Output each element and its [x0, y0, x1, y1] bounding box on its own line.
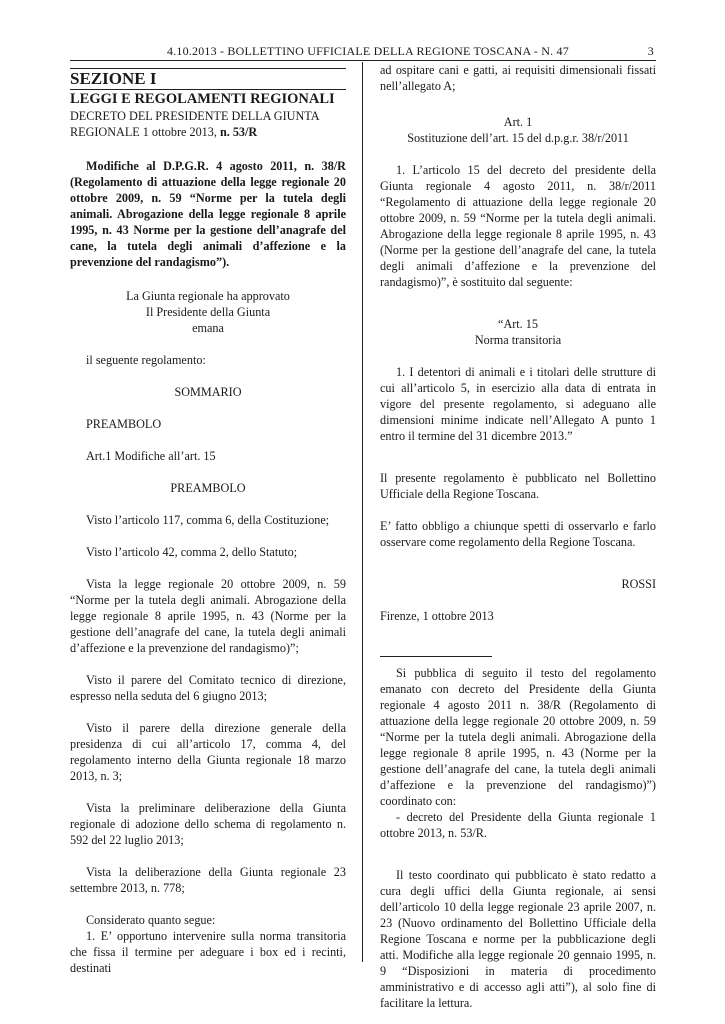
- page-number: 3: [647, 44, 654, 58]
- visto-4: Visto il parere del Comitato tecnico di direzione, espresso nella seduta del 6 giugno 2013;: [70, 673, 346, 703]
- visto-3: Vista la legge regionale 20 ottobre 2009, n. 59 “Norme per la tutela degli animali. Abrogazione della legge regionale 8 aprile 1995, n. 43 (Norme per la gestione dell’anagrafe del cane, la tutela degli animali d’affezione e la prevenzione del randagismo)”;: [70, 577, 346, 655]
- toc-article-1: Art.1 Modifiche all’art. 15: [86, 449, 216, 463]
- approval-line-2: Il Presidente della Giunta: [145, 305, 271, 319]
- sommario-heading: SOMMARIO: [174, 385, 242, 399]
- visto-7: Vista la deliberazione della Giunta regionale 23 settembre 2013, n. 778;: [70, 865, 346, 895]
- column-divider: [362, 62, 363, 962]
- left-column: [70, 68, 346, 976]
- signature: ROSSI: [621, 577, 656, 591]
- approval-line-3: emana: [192, 321, 224, 335]
- article-text: 1. L’articolo 15 del decreto del presidente della Giunta regionale 4 agosto 2011, n. 38/r/2011 “Regolamento di attuazione della legge regionale 20 ottobre 2009, n. 59 “Norme per la tutela degli animali. Abrogazione della legge regionale 8 aprile 1995, n. 43 (Norme per la gestione dell’anagrafe del cane, la tutela degli animali d’affezione e la prevenzione del randagismo)”, è sostituito dal seguente:: [380, 163, 656, 289]
- decree-number: n. 53/R: [219, 125, 258, 139]
- approval-line-1: La Giunta regionale ha approvato: [126, 289, 290, 303]
- visto-2: Visto l’articolo 42, comma 2, dello Statuto;: [86, 545, 298, 559]
- obligation-text: E’ fatto obbligo a chiunque spetti di osservarlo e farlo osservare come regolamento della Regione Toscana.: [380, 519, 656, 549]
- visto-6: Vista la preliminare deliberazione della Giunta regionale di adozione dello schema di regolamento n. 592 del 22 luglio 2013;: [70, 801, 346, 847]
- decree-heading: [70, 108, 346, 140]
- visto-5: Visto il parere della direzione generale della presidenza di cui all’articolo 17, comma 4, del regolamento interno della Giunta regionale 18 marzo 2013, n. 3;: [70, 721, 346, 783]
- header-title: 4.10.2013 - BOLLETTINO UFFICIALE DELLA REGIONE TOSCANA - N. 47: [167, 44, 569, 58]
- continuation-text: ad ospitare cani e gatti, ai requisiti dimensionali fissati nell’allegato A;: [380, 63, 656, 93]
- visto-1: Visto l’articolo 117, comma 6, della Costituzione;: [86, 513, 330, 527]
- note-3: Il testo coordinato qui pubblicato è stato redatto a cura degli uffici della Giunta regionale, ai sensi dell’articolo 10 della legge regionale 23 aprile 2007, n. 23 (Nuovo ordinamento del Bollettino Ufficiale della Regione Toscana e norme per la pubblicazione degli atti. Modifiche alla legge regionale 20 gennaio 1995, n. 9 “Disposizioni in materia di procedimento amministrativo e di accesso agli atti”), al solo fine di facilitare la lettura.: [380, 868, 656, 1010]
- right-column: [380, 62, 656, 1011]
- toc-preambolo: PREAMBOLO: [86, 417, 162, 431]
- publication-text: Il presente regolamento è pubblicato nel Bollettino Ufficiale della Regione Toscana.: [380, 471, 656, 501]
- considerato: Considerato quanto segue:: [86, 913, 216, 927]
- point-1: 1. E’ opportuno intervenire sulla norma transitoria che fissa il termine per adeguare i box ed i recinti, destinati: [70, 929, 346, 975]
- decree-intro: DECRETO DEL PRESIDENTE DELLA GIUNTA REGIONALE 1 ottobre 2013,: [70, 109, 319, 139]
- footnote-rule: [380, 656, 492, 657]
- subsection-title: LEGGI E REGOLAMENTI REGIONALI: [70, 91, 335, 107]
- note-2: - decreto del Presidente della Giunta regionale 1 ottobre 2013, n. 53/R.: [380, 810, 656, 840]
- page-header: [70, 40, 656, 60]
- section-title: SEZIONE I: [70, 69, 157, 88]
- new-article-title: Norma transitoria: [474, 333, 562, 347]
- header-rule: [70, 60, 656, 61]
- following-text: il seguente regolamento:: [86, 353, 206, 367]
- new-article-label: “Art. 15: [498, 317, 538, 331]
- new-article-text: 1. I detentori di animali e i titolari delle strutture di cui all’articolo 5, in esercizio alla data di entrata in vigore del presente regolamento, si adeguano alle dimensioni minime indicate nell’Allegato A punto 1 entro il termine del 31 dicembre 2013.”: [380, 365, 656, 443]
- note-1: Si pubblica di seguito il testo del regolamento emanato con decreto del Presidente della Giunta regionale 4 agosto 2011 n. 38/R (Regolamento di attuazione della legge regionale 20 ottobre 2009, n. 59 “Norme per la tutela degli animali. Abrogazione della legge regionale 8 aprile 1995, n. 43 (Norme per la gestione dell’anagrafe del cane, la tutela degli animali d’affezione e la prevenzione del randagismo)”) coordinato con:: [380, 666, 656, 808]
- article-label: Art. 1: [503, 115, 533, 129]
- place-date: Firenze, 1 ottobre 2013: [380, 609, 494, 623]
- preambolo-heading: PREAMBOLO: [170, 481, 246, 495]
- decree-abstract: Modifiche al D.P.G.R. 4 agosto 2011, n. 38/R (Regolamento di attuazione della legge regionale 20 ottobre 2009, n. 59 “Norme per la tutela degli animali. Abrogazione della legge regionale 8 aprile 1995, n. 43 Norme per la gestione dell’anagrafe del cane, la tutela degli animali d’affezione e la prevenzione del randagismo”).: [70, 159, 346, 269]
- article-title: Sostituzione dell’art. 15 del d.p.g.r. 38/r/2011: [407, 131, 629, 145]
